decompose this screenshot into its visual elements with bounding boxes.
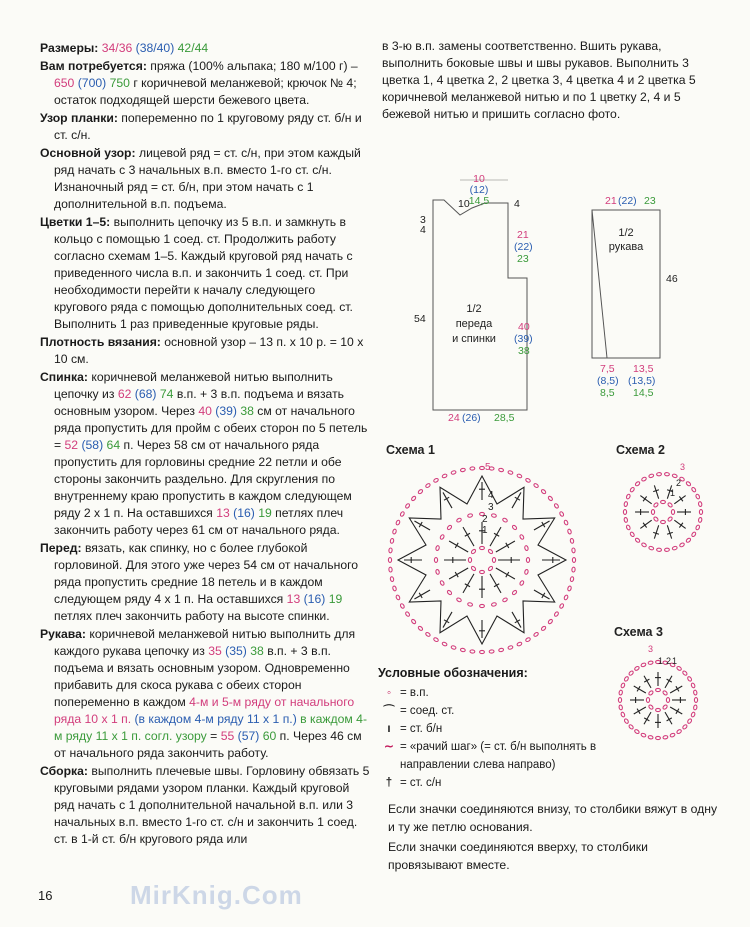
- s1-outer-chain: [570, 576, 574, 581]
- front-section: Перед: вязать, как спинку, но с более глубокой горловиной. Для этого уже через 54 см от начального ряда пропустить средние 18 петель и в каждом следующем ряду 4 х 1 п. На оставшихся 13 (16) 19 петлях плеч закончить работу на высоте спинки.: [40, 541, 359, 623]
- s2-outer-chain: [648, 546, 654, 551]
- s1-ring-chain: [471, 566, 477, 572]
- s3-mark-2: 2: [666, 656, 672, 666]
- s2-dc: [667, 525, 671, 538]
- s1-ring-chain: [480, 546, 485, 549]
- s1-inner-dc: [449, 568, 468, 579]
- s1-middle-chain: [456, 597, 462, 602]
- s1-outer-chain: [559, 511, 564, 517]
- armhole-dim-0: 40: [518, 321, 530, 333]
- s2-outer-chain: [664, 548, 669, 552]
- chain-stitch-icon: ◦: [386, 687, 392, 699]
- s1-outer-chain: [389, 548, 393, 553]
- assembly-section: Сборка: выполнить плечевые швы. Горловину обвязать 5 круговыми рядами узором планки. Каждый круговой ряд начать с 1 дополнительной начальной в.п. или 3 начальных в.п. вместо 1-го ст. с/н и закончить 1 соед. ст. в 1-й ст. б/н кругового ряда или: [40, 764, 370, 846]
- main-pattern: Основной узор: лицевой ряд = ст. с/н, при этом каждый ряд начать с 3 начальных в.п. вместо 1-го ст. с/н. Изнаночный ряд = ст. б/н, при этом начать с 1 дополнительной в.п. подъема.: [40, 146, 361, 211]
- scheme-1-stitches: [388, 466, 575, 653]
- double-crochet-icon: †: [385, 777, 393, 789]
- s2-mark-1: 1: [670, 488, 676, 498]
- s1-middle-chain: [480, 604, 485, 607]
- s1-outer-chain: [525, 637, 531, 642]
- s1-inner-dc: [490, 574, 501, 593]
- s2-outer-chain: [679, 542, 685, 547]
- s3-outer-chain: [687, 718, 692, 724]
- s1-outer-chain: [390, 576, 394, 581]
- side-dim-0: 21: [517, 229, 529, 241]
- s3-outer-chain: [691, 712, 696, 718]
- s2-outer-chain: [635, 481, 641, 487]
- s1-outer-chain: [572, 558, 575, 563]
- s3-mark-3: 3: [648, 644, 654, 654]
- s1-middle-chain: [491, 513, 496, 517]
- s3-outer-chain: [694, 698, 697, 703]
- s2-outer-chain: [626, 494, 631, 500]
- s2-ring-chain: [667, 502, 673, 508]
- s1-outer-chain: [388, 558, 391, 563]
- s2-dc: [654, 525, 658, 538]
- s3-outer-chain: [687, 676, 692, 682]
- legend-item-slip: ⌒ = соед. ст.: [378, 702, 668, 720]
- s1-middle-chain: [447, 525, 453, 531]
- s3-outer-chain: [670, 733, 676, 738]
- s1-outer-chain: [567, 529, 572, 535]
- side-dim-1: (22): [514, 241, 533, 253]
- s2-outer-chain: [630, 487, 635, 493]
- notes: [388, 800, 718, 876]
- scheme-2-stitches: [623, 472, 702, 551]
- s1-outer-chain: [411, 619, 417, 625]
- s1-outer-chain: [489, 650, 494, 654]
- s1-middle-chain: [519, 534, 524, 540]
- density-section: Плотность вязания: основной узор – 13 п. х 10 р. = 10 х 10 см.: [40, 335, 364, 366]
- s3-outer-chain: [693, 690, 697, 695]
- s2-outer-chain: [686, 481, 692, 487]
- s1-outer-chain: [533, 483, 539, 488]
- crab-stitch-icon: ∼: [384, 741, 394, 753]
- s1-middle-chain: [447, 590, 453, 596]
- s1-outer-chain: [425, 632, 431, 637]
- s3-outer-chain: [682, 670, 688, 676]
- s1-middle-chain: [519, 580, 524, 586]
- s1-outer-chain: [396, 595, 401, 601]
- s1-outer-chain: [570, 538, 574, 543]
- sleeve-bl-1: (8,5): [597, 375, 619, 387]
- sleeve-br-0: 13,5: [633, 363, 654, 375]
- s1-mark-1: 1: [482, 525, 488, 536]
- s1-inner-dc: [490, 527, 501, 546]
- s1-outer-chain: [405, 503, 410, 509]
- s2-outer-chain: [626, 525, 631, 531]
- s2-outer-chain: [624, 517, 628, 522]
- s1-inner-dc: [463, 527, 474, 546]
- s1-outer-chain: [390, 538, 394, 543]
- s3-mark-1b: 1: [672, 656, 678, 666]
- s1-middle-chain: [491, 602, 496, 606]
- s1-outer-chain: [442, 474, 448, 479]
- s1-outer-chain: [564, 520, 569, 526]
- neck-width: 10: [458, 198, 470, 210]
- s2-dc: [643, 496, 647, 501]
- s1-outer-chain: [533, 632, 539, 637]
- s1-outer-chain: [411, 496, 417, 502]
- sleeve-br-2: 14,5: [633, 387, 654, 399]
- s1-outer-chain: [425, 483, 431, 488]
- s1-middle-chain: [435, 569, 439, 574]
- top-dim-1: (12): [469, 184, 489, 196]
- s1-middle-chain: [512, 590, 518, 596]
- s2-dc: [643, 523, 647, 528]
- s1-outer-chain: [460, 648, 465, 652]
- flowers-section: Цветки 1–5: выполнить цепочку из 5 в.п. и замкнуть в кольцо с помощью 1 соед. ст. Продолжить работу согласно схемам 1–5. Каждый круговой ряд начать с приведенного числа в.п. и закончить 1 соед. ст. При необходимости перейти к началу следующего кругового ряда с помощью дополнительных соед. ст. Выполнить 1 раз приведенные круговые ряды.: [40, 215, 353, 331]
- s1-outer-chain: [392, 586, 397, 592]
- single-crochet-icon: ı: [387, 723, 391, 735]
- s1-outer-chain: [541, 626, 547, 632]
- page-number: 16: [38, 888, 53, 903]
- s3-outer-chain: [682, 724, 688, 730]
- s1-inner-dc: [496, 541, 515, 552]
- s2-dc: [679, 523, 683, 528]
- legend-title: Условные обозначения:: [378, 666, 528, 680]
- s1-middle-chain: [440, 580, 445, 586]
- legend-item-dc: † = ст. с/н: [378, 774, 668, 792]
- s1-middle-chain: [526, 558, 529, 563]
- s1-ring-chain: [488, 549, 494, 555]
- s1-outer-chain: [554, 611, 559, 617]
- s2-ring-chain: [667, 516, 673, 522]
- s1-outer-chain: [508, 470, 514, 475]
- height-dim: 54: [414, 313, 426, 325]
- s1-inner-dc: [449, 541, 468, 552]
- s2-ring-chain: [671, 510, 674, 515]
- scheme-1-title: Схема 1: [386, 443, 435, 457]
- top-dim-2: 14,5: [468, 195, 490, 207]
- s2-outer-chain: [641, 542, 647, 547]
- s2-outer-chain: [691, 487, 696, 493]
- legend-item-crab: ∼ = «рачий шаг» (= ст. б/н выполнять в направлении слева направо): [378, 738, 668, 774]
- s2-outer-chain: [698, 501, 702, 506]
- s2-outer-chain: [691, 531, 696, 537]
- s1-middle-chain: [502, 518, 508, 523]
- armhole-dim-2: 38: [518, 345, 530, 357]
- s1-star-outline: [398, 476, 566, 644]
- note-2: Если значки соединяются вверху, то столбики провязывают вместе.: [388, 840, 648, 872]
- s1-outer-chain: [400, 603, 405, 609]
- s1-middle-chain: [467, 513, 472, 517]
- bottom-dim-2: 28,5: [494, 412, 515, 424]
- s3-outer-chain: [676, 666, 682, 671]
- body-label-3: и спинки: [452, 333, 496, 345]
- s3-outer-chain: [691, 683, 696, 689]
- sleeve-section: Рукава: коричневой меланжевой нитью выполнить для каждого рукава цепочку из 35 (35) 38 в.п. + 3 в.п. подъема и вязать основным узором. Одновременно прибавить для скоса рукава с обеих сторон попеременно в каждом 4-м и 5-м ряду от начального ряда 10 х 1 п. (в каждом 4-м ряду 11 х 1 п.) в каждом 4-м ряду 11 х 1 п. согл. узору = 55 (57) 60 п. Через 46 см от начального ряда закончить работу.: [40, 627, 368, 760]
- sleeve-side-left: [592, 210, 607, 358]
- watermark: MirKnig.Com: [130, 880, 303, 910]
- s2-dc: [679, 496, 683, 501]
- s2-outer-chain: [648, 474, 654, 479]
- s2-outer-chain: [624, 501, 628, 506]
- s2-ring-chain: [653, 516, 659, 522]
- s2-outer-chain: [695, 525, 700, 531]
- side-dim-2: 23: [517, 253, 529, 265]
- s1-outer-chain: [548, 619, 554, 625]
- s2-outer-chain: [635, 537, 641, 543]
- sleeve-label-1: 1/2: [618, 227, 634, 239]
- s1-mark-4: 4: [488, 490, 494, 501]
- body-label-2: переда: [455, 318, 493, 330]
- sleeve-top-2: 23: [644, 195, 656, 207]
- scheme-2-title: Схема 2: [616, 443, 665, 457]
- s1-outer-chain: [567, 586, 572, 592]
- s2-outer-chain: [672, 546, 678, 551]
- edge-pattern: Узор планки: попеременно по 1 круговому ряду ст. б/н и ст. с/н.: [40, 111, 362, 142]
- shoulder-dim-1: 4: [420, 224, 426, 236]
- materials: Вам потребуется: пряжа (100% альпака; 180 м/100 г) – 650 (700) 750 г коричневой меланжевой; крючок № 4; остаток подходящей шерсти бежевого цвета.: [40, 59, 358, 107]
- s3-mark-1a: 1: [658, 656, 664, 666]
- s1-middle-chain: [512, 525, 518, 531]
- s1-outer-chain: [480, 466, 485, 469]
- s2-outer-chain: [623, 510, 626, 515]
- s2-outer-chain: [656, 548, 661, 552]
- sleeve-label-2: рукава: [608, 241, 644, 253]
- sleeve-bl-0: 7,5: [600, 363, 615, 375]
- s1-inner-dc: [463, 574, 474, 593]
- s1-middle-chain: [467, 602, 472, 606]
- sleeve-pattern-diagram: [560, 190, 700, 410]
- s1-ring-chain: [480, 570, 485, 573]
- s2-ring-chain: [661, 520, 666, 523]
- s1-outer-chain: [418, 626, 424, 632]
- assembly-continued: в 3-ю в.п. замены соответственно. Вшить рукава, выполнить боковые швы и швы рукавов. Выполнить 3 цветка 1, 4 цветка 2, 2 цветка 3, 4 цветка 4 и 2 цветка 5 коричневой меланжевой нитью и по 1 цветку 2, 4 и 5 бежевой нитью и пришить согласно фото.: [382, 39, 696, 121]
- instructions-column: [40, 40, 370, 849]
- s1-mark-5: 5: [485, 462, 491, 473]
- top-dim-0: 10: [473, 173, 485, 185]
- sizes-line: Размеры: 34/36 (38/40) 42/44: [40, 41, 209, 55]
- s1-outer-chain: [389, 567, 393, 572]
- armhole-dim-1: (39): [514, 333, 533, 345]
- s1-outer-chain: [396, 520, 401, 526]
- s2-outer-chain: [656, 472, 661, 476]
- s1-middle-chain: [440, 534, 445, 540]
- s1-outer-chain: [433, 637, 439, 642]
- s1-middle-chain: [456, 518, 462, 523]
- s1-outer-chain: [451, 645, 457, 650]
- s1-ring-chain: [471, 549, 477, 555]
- s1-outer-chain: [564, 595, 569, 601]
- s1-ring-chain: [488, 566, 494, 572]
- s2-outer-chain: [699, 510, 702, 515]
- s2-outer-chain: [630, 531, 635, 537]
- sleeve-height: 46: [666, 273, 678, 285]
- s1-outer-chain: [572, 567, 576, 572]
- note-1: Если значки соединяются внизу, то столбики вяжут в одну и ту же петлю основания.: [388, 802, 718, 834]
- neck-side: 4: [514, 198, 520, 210]
- s1-outer-chain: [460, 468, 465, 472]
- bottom-dim-1: (26): [462, 412, 481, 424]
- s2-outer-chain: [698, 517, 702, 522]
- bottom-dim-0: 24: [448, 412, 460, 424]
- s1-middle-chain: [524, 545, 528, 550]
- legend-item-sc: ı = ст. б/н: [378, 720, 668, 738]
- s1-outer-chain: [400, 511, 405, 517]
- s1-outer-chain: [418, 489, 424, 495]
- s2-dc: [654, 485, 658, 498]
- s2-outer-chain: [664, 472, 669, 476]
- s3-outer-chain: [676, 729, 682, 734]
- s1-outer-chain: [470, 467, 475, 471]
- s1-outer-chain: [525, 478, 531, 483]
- s1-mark-3: 3: [488, 502, 494, 513]
- s1-outer-chain: [541, 489, 547, 495]
- s1-outer-chain: [572, 548, 576, 553]
- s1-outer-chain: [554, 503, 559, 509]
- s1-outer-chain: [548, 496, 554, 502]
- s3-outer-chain: [693, 705, 697, 710]
- scheme-1-diagram: [382, 440, 582, 665]
- s1-outer-chain: [508, 645, 514, 650]
- s1-outer-chain: [559, 603, 564, 609]
- scheme-2-diagram: [608, 440, 718, 560]
- s1-outer-chain: [442, 642, 448, 647]
- s1-middle-chain: [435, 545, 439, 550]
- sleeve-top-0: 21: [605, 195, 617, 207]
- s2-mark-2: 2: [676, 478, 682, 488]
- sleeve-br-1: (13,5): [628, 375, 656, 387]
- s1-middle-chain: [502, 597, 508, 602]
- s1-mark-2: 2: [482, 514, 488, 525]
- sleeve-bl-2: 8,5: [600, 387, 615, 399]
- s1-outer-chain: [470, 650, 475, 654]
- s1-outer-chain: [517, 474, 523, 479]
- scheme-3-title: Схема 3: [614, 625, 663, 639]
- body-label-1: 1/2: [466, 303, 482, 315]
- s2-mark-3: 3: [680, 462, 686, 472]
- s2-outer-chain: [686, 537, 692, 543]
- s1-outer-chain: [392, 529, 397, 535]
- shoulder-dim-0: 3: [420, 214, 426, 226]
- s2-outer-chain: [695, 494, 700, 500]
- s1-middle-chain: [434, 558, 437, 563]
- s1-outer-chain: [451, 470, 457, 475]
- s2-ring-chain: [651, 510, 654, 515]
- s1-middle-chain: [524, 569, 528, 574]
- s1-outer-chain: [517, 642, 523, 647]
- s1-outer-chain: [405, 611, 410, 617]
- s1-ring-chain: [492, 558, 495, 563]
- legend: [378, 664, 668, 792]
- s2-ring-chain: [661, 500, 666, 503]
- s1-inner-dc: [496, 568, 515, 579]
- s1-outer-chain: [433, 478, 439, 483]
- s2-outer-chain: [641, 477, 647, 482]
- body-pattern-diagram: [400, 170, 550, 430]
- s1-ring-chain: [468, 558, 471, 563]
- slip-stitch-icon: ⌒: [383, 705, 395, 717]
- s1-outer-chain: [498, 648, 503, 652]
- s1-outer-chain: [480, 650, 485, 653]
- back-section: Спинка: коричневой меланжевой нитью выполнить цепочку из 62 (68) 74 в.п. + 3 в.п. подъема и вязать основным узором. Через 40 (39) 38 см от начального ряда пропустить для пройм с обеих сторон по 5 петель = 52 (58) 64 п. Через 58 см от начального ряда пропустить для горловины средние 22 петли и обе стороны закончить раздельно. Для скругления по внутреннему краю пропустить в каждом следующем ряду 2 х 1 п. На оставшихся 13 (16) 19 петлях плеч закончить работу через 61 см от начального ряда.: [40, 370, 368, 537]
- s1-outer-chain: [498, 468, 503, 472]
- s2-ring-chain: [653, 502, 659, 508]
- legend-item-chain: ◦ = в.п.: [378, 684, 668, 702]
- sleeve-top-1: (22): [618, 195, 637, 207]
